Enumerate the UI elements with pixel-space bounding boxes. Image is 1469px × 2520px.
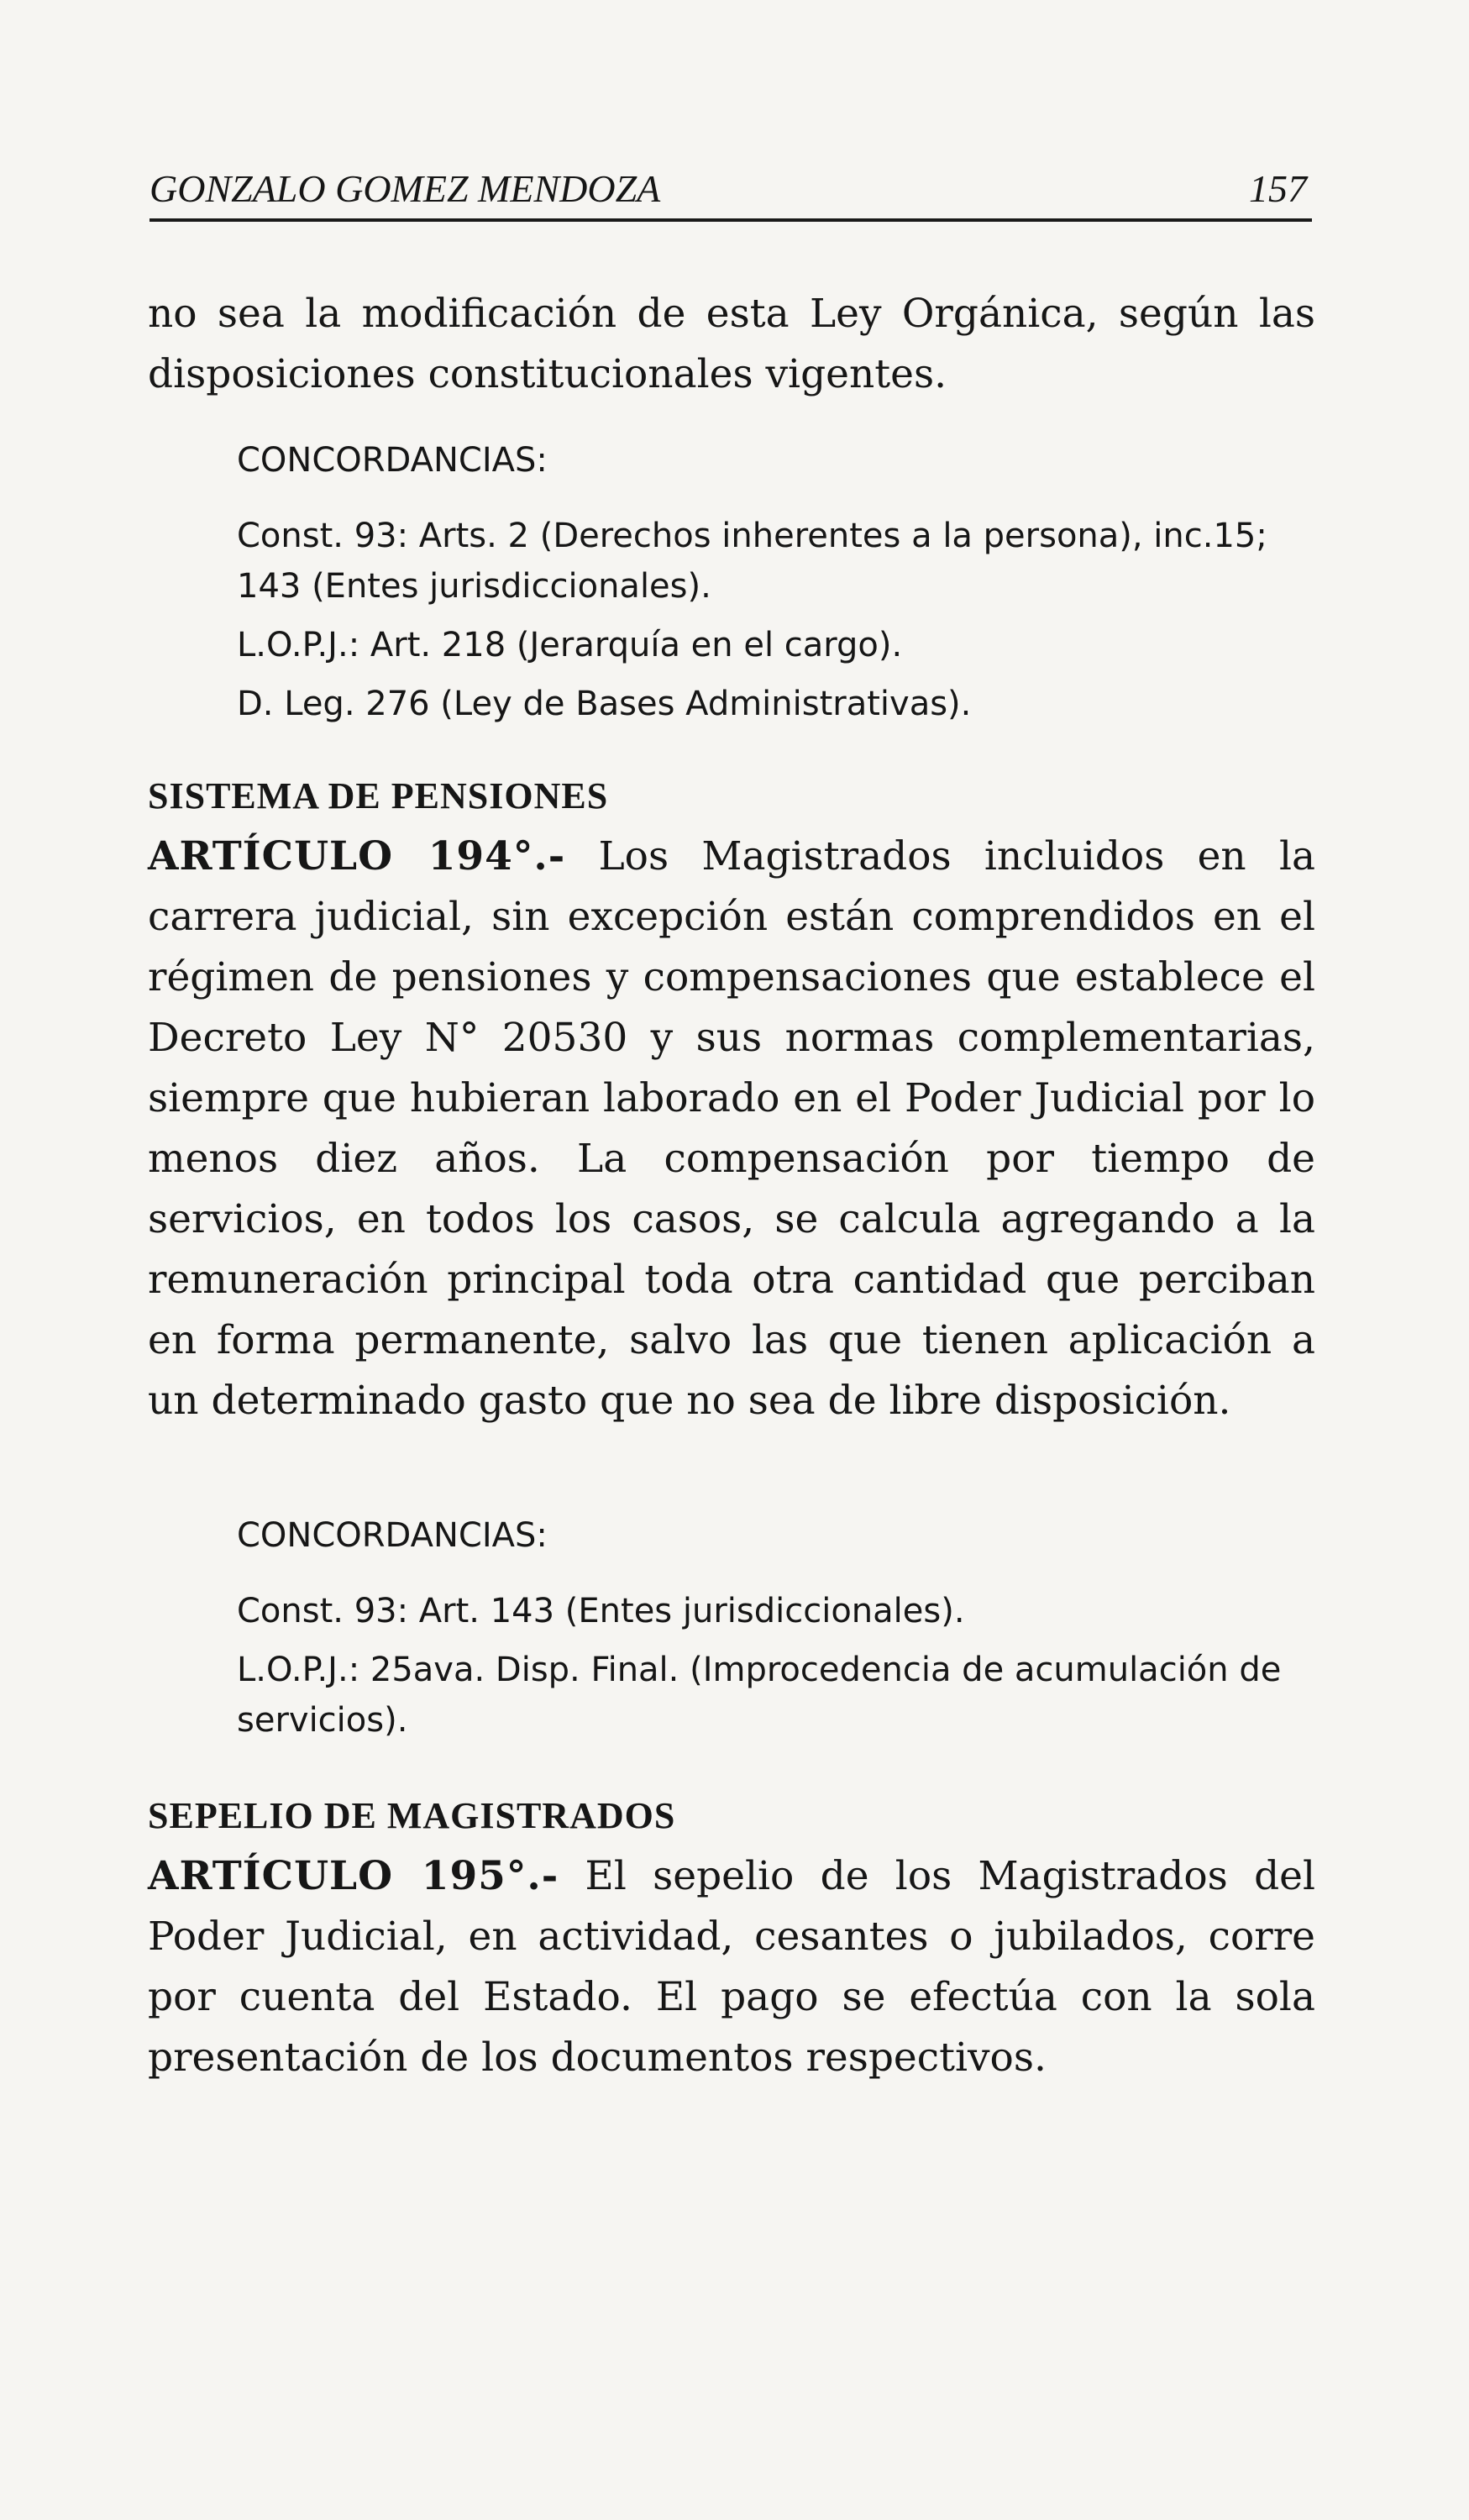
concordancias-title: CONCORDANCIAS: <box>237 441 548 480</box>
intro-paragraph: no sea la modificación de esta Ley Orgánica, según las disposiciones constitucionales vigentes. <box>148 291 1315 397</box>
section-heading-sepelio: SEPELIO DE MAGISTRADOS <box>148 1795 676 1836</box>
concordancia-item: L.O.P.J.: 25ava. Disp. Final. (Improcedencia de acumulación de servicios). <box>237 1651 1282 1740</box>
article-body: El sepelio de los Magistrados del Poder Judicial, en actividad, cesantes o jubilados, corre por cuenta del Estado. El pago se efectúa con la sola presentación de los documentos respectivos. <box>148 1853 1316 2081</box>
concordancia-item: D. Leg. 276 (Ley de Bases Administrativas). <box>237 685 972 723</box>
running-header <box>150 166 1312 222</box>
article-label: ARTÍCULO 195°.- <box>148 1853 559 1899</box>
concordancia-item: Const. 93: Art. 143 (Entes jurisdiccionales). <box>237 1592 965 1630</box>
article-194 <box>148 827 1315 1431</box>
concordancias-block-1 <box>237 435 1312 729</box>
concordancias-title: CONCORDANCIAS: <box>237 1516 548 1555</box>
concordancia-item: Const. 93: Arts. 2 (Derechos inherentes a la persona), inc.15; 143 (Entes jurisdiccionales). <box>237 517 1267 606</box>
concordancia-item: L.O.P.J.: Art. 218 (Jerarquía en el cargo). <box>237 626 903 664</box>
article-195 <box>148 1846 1315 2088</box>
concordancias-block-2 <box>237 1510 1312 1746</box>
article-label: ARTÍCULO 194°.- <box>148 833 566 879</box>
article-body: Los Magistrados incluidos en la carrera judicial, sin excepción están comprendidos en el régimen de pensiones y compensaciones que establece el Decreto Ley N° 20530 y sus normas complementarias, siempre que hubieran laborado en el Poder Judicial por lo menos diez años. La compensación por tiempo de servicios, en todos los casos, se calcula agregando a la remuneración principal toda otra cantidad que perciban en forma permanente, salvo las que tienen aplicación a un determinado gasto que no sea de libre disposición. <box>148 833 1315 1424</box>
section-heading-pensiones: SISTEMA DE PENSIONES <box>148 775 609 816</box>
header-author: GONZALO GOMEZ MENDOZA <box>150 167 661 210</box>
page-number: 157 <box>1249 167 1307 210</box>
